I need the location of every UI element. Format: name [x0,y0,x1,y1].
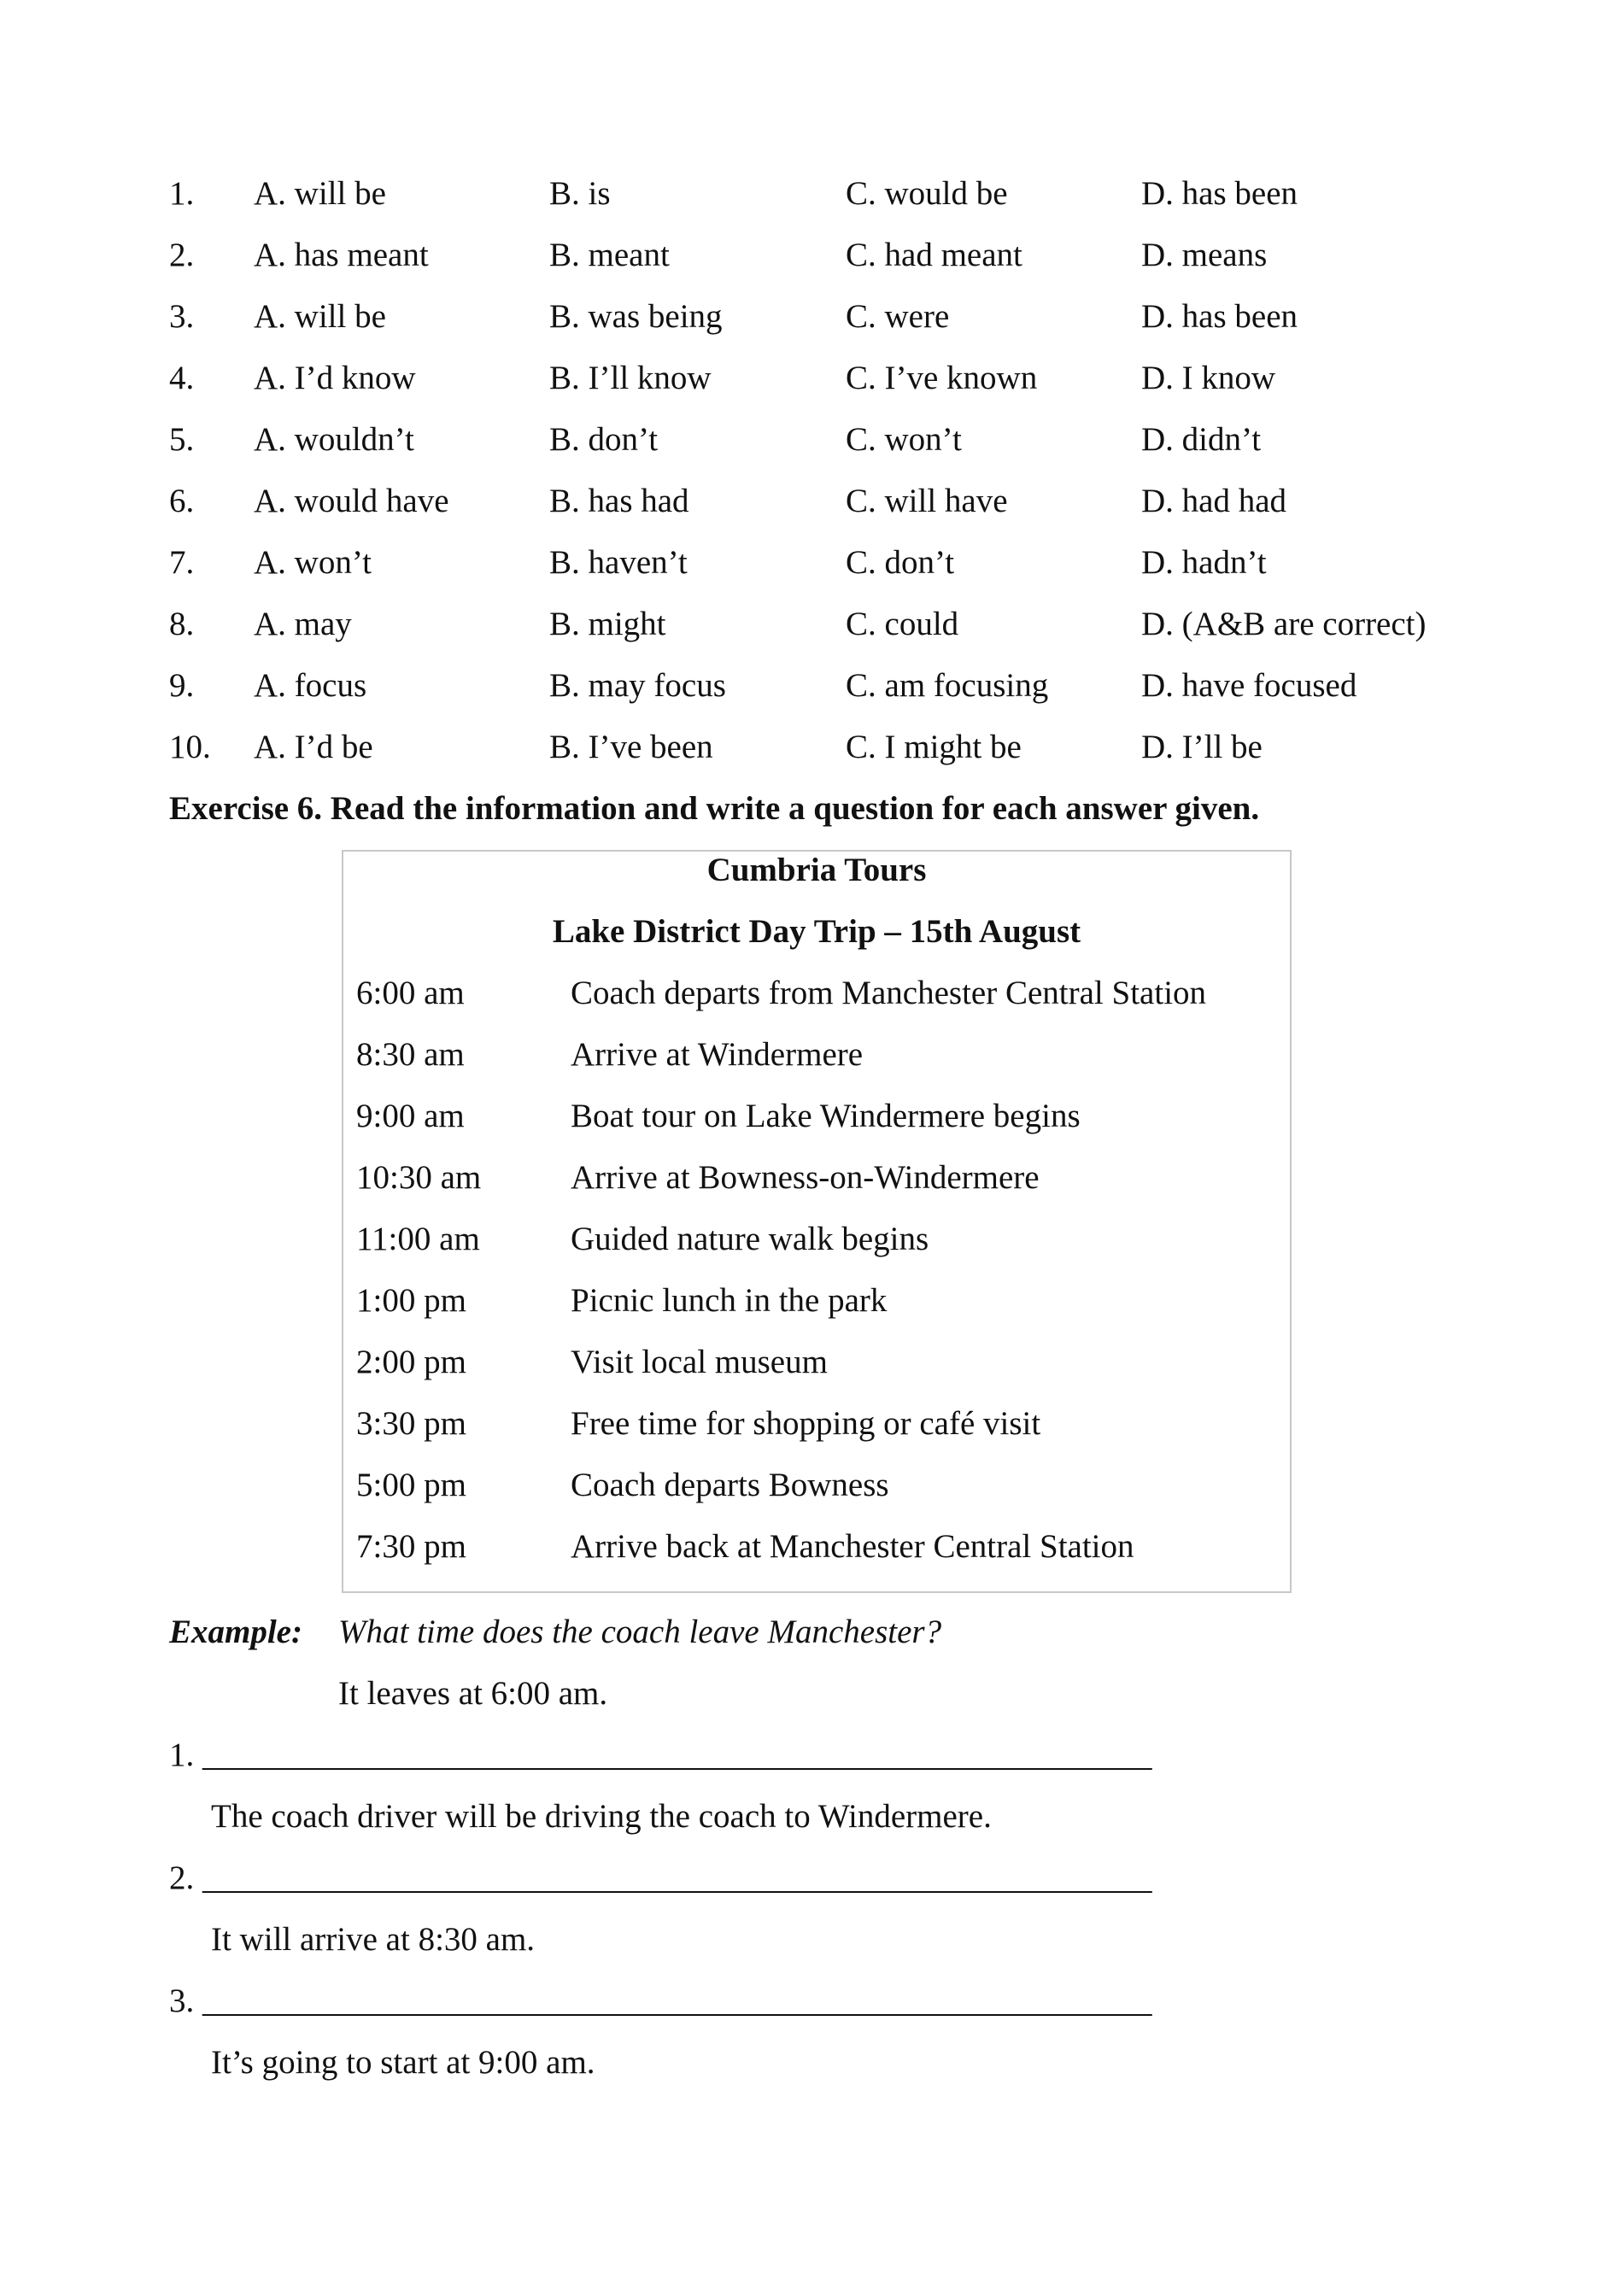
option-number: 3. [169,298,195,335]
schedule-event: Coach departs Bowness [571,1467,889,1503]
tour-subtitle: Lake District Day Trip – 15th August [552,913,1081,950]
schedule-time: 10:30 am [356,1159,482,1196]
schedule-event: Boat tour on Lake Windermere begins [571,1098,1081,1134]
option-d: D. has been [1141,298,1298,335]
question-answer: It will arrive at 8:30 am. [211,1921,536,1958]
option-b: B. might [549,606,666,642]
option-b: B. meant [549,237,670,273]
option-b: B. is [549,175,611,212]
option-number: 8. [169,606,195,642]
option-b: B. I’ll know [549,360,712,396]
option-b: B. don’t [549,421,659,458]
schedule-time: 1:00 pm [356,1282,466,1319]
option-c: C. I’ve known [846,360,1038,396]
schedule-time: 5:00 pm [356,1467,466,1503]
example-answer: It leaves at 6:00 am. [338,1675,608,1712]
option-number: 7. [169,544,195,581]
example-label: Example: [169,1614,302,1650]
option-b: B. haven’t [549,544,688,581]
option-number: 2. [169,237,195,273]
option-b: B. has had [549,483,689,519]
option-a: A. will be [254,298,386,335]
schedule-event: Visit local museum [571,1344,828,1380]
option-c: C. could [846,606,959,642]
option-c: C. won’t [846,421,962,458]
question-answer: It’s going to start at 9:00 am. [211,2044,595,2081]
question-line[interactable]: 1. _________________________________________________________ [169,1737,1152,1773]
exercise-heading: Exercise 6. Read the information and write a question for each answer given. [169,790,1260,827]
schedule-event: Coach departs from Manchester Central Station [571,975,1207,1011]
option-number: 6. [169,483,195,519]
option-c: C. would be [846,175,1008,212]
option-b: B. I’ve been [549,729,713,765]
option-d: D. have focused [1141,667,1357,704]
option-b: B. may focus [549,667,726,704]
question-answer: The coach driver will be driving the coach to Windermere. [211,1798,992,1835]
option-a: A. won’t [254,544,372,581]
schedule-time: 9:00 am [356,1098,465,1134]
option-b: B. was being [549,298,723,335]
schedule-event: Picnic lunch in the park [571,1282,888,1319]
question-line[interactable]: 3. _________________________________________________________ [169,1983,1152,2019]
option-a: A. I’d know [254,360,416,396]
option-c: C. don’t [846,544,955,581]
option-d: D. hadn’t [1141,544,1267,581]
option-number: 10. [169,729,211,765]
option-d: D. didn’t [1141,421,1262,458]
option-a: A. will be [254,175,386,212]
option-d: D. means [1141,237,1268,273]
option-d: D. has been [1141,175,1298,212]
option-number: 9. [169,667,195,704]
option-c: C. will have [846,483,1008,519]
option-d: D. (A&B are correct) [1141,606,1427,642]
tour-title: Cumbria Tours [706,852,927,888]
option-number: 1. [169,175,195,212]
example-question: What time does the coach leave Manchester? [338,1614,942,1650]
option-number: 5. [169,421,195,458]
schedule-event: Arrive at Bowness-on-Windermere [571,1159,1040,1196]
option-a: A. I’d be [254,729,373,765]
option-a: A. may [254,606,352,642]
option-d: D. I know [1141,360,1276,396]
question-line[interactable]: 2. _________________________________________________________ [169,1860,1152,1896]
option-a: A. focus [254,667,367,704]
option-c: C. had meant [846,237,1022,273]
option-d: D. had had [1141,483,1287,519]
option-c: C. were [846,298,950,335]
schedule-event: Guided nature walk begins [571,1221,929,1257]
schedule-time: 11:00 am [356,1221,480,1257]
schedule-time: 3:30 pm [356,1405,466,1442]
option-d: D. I’ll be [1141,729,1263,765]
schedule-time: 7:30 pm [356,1528,466,1565]
option-number: 4. [169,360,195,396]
option-a: A. wouldn’t [254,421,414,458]
schedule-event: Arrive at Windermere [571,1036,864,1073]
option-c: C. I might be [846,729,1022,765]
schedule-time: 6:00 am [356,975,465,1011]
schedule-event: Free time for shopping or café visit [571,1405,1041,1442]
schedule-time: 2:00 pm [356,1344,466,1380]
option-a: A. has meant [254,237,429,273]
schedule-time: 8:30 am [356,1036,465,1073]
option-c: C. am focusing [846,667,1049,704]
option-a: A. would have [254,483,449,519]
schedule-event: Arrive back at Manchester Central Station [571,1528,1134,1565]
